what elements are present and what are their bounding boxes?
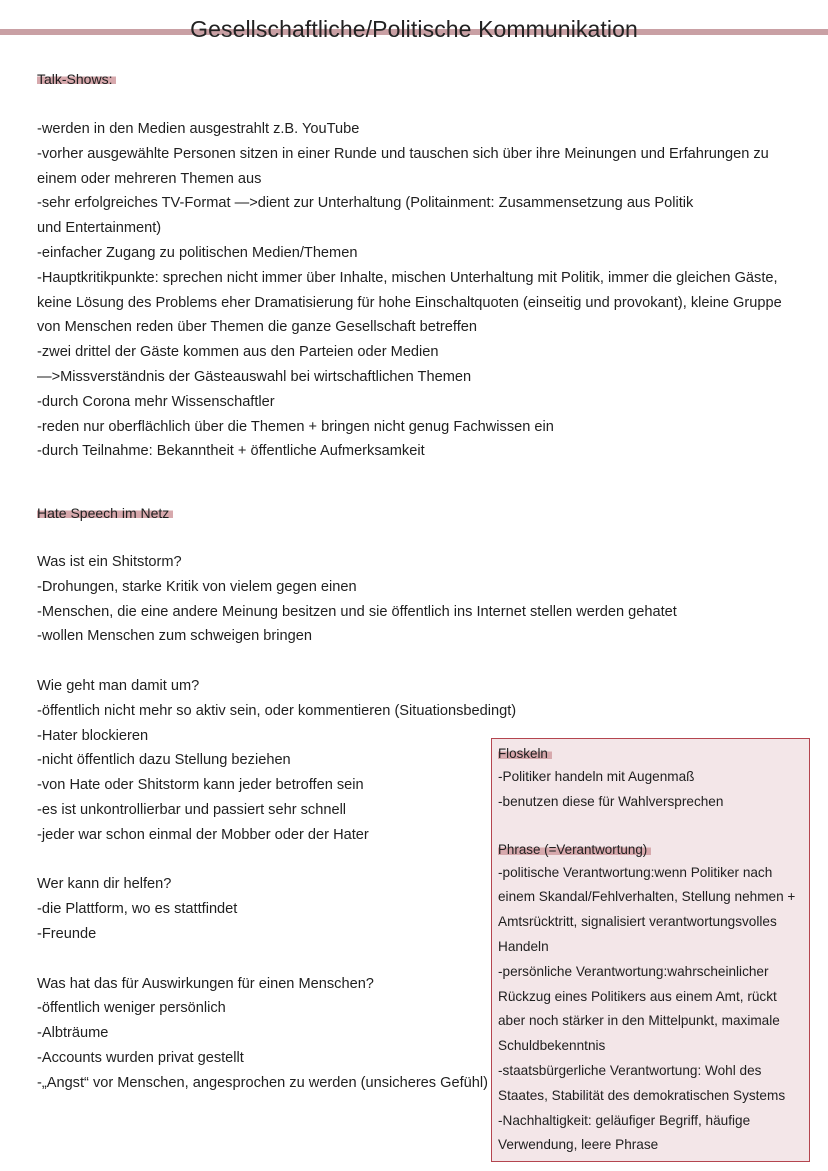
title-area — [0, 12, 828, 52]
list-item: -persönliche Verantwortung:wahrscheinlicher Rückzug eines Politikers aus einem Amt, rückt aber noch stärker in den Mittelpunkt, maximale Schuldbekenntnis — [498, 963, 780, 1054]
list-item: -Hauptkritikpunkte: sprechen nicht immer über Inhalte, mischen Unterhaltung mit Politik, immer die gleichen Gäste, keine Lösung des Problems eher Dramatisierung für hohe Einschaltquoten (einseitig und provokant), kleine Gruppe von Menschen reden über Themen die ganze Gesellschaft betreffen — [37, 269, 782, 336]
question-hilfe: Wer kann dir helfen? — [37, 876, 172, 893]
list-item: -Freunde — [37, 925, 97, 942]
list-item: -Nachhaltigkeit: geläufiger Begriff, häufige Verwendung, leere Phrase — [498, 1112, 751, 1153]
list-item: -von Hate oder Shitstorm kann jeder betroffen sein — [37, 777, 364, 794]
box-heading-floskeln: Floskeln — [498, 743, 552, 765]
page-title: Gesellschaftliche/Politische Kommunikation — [190, 16, 638, 42]
list-item: -sehr erfolgreiches TV-Format —>dient zur Unterhaltung (Politainment: Zusammensetzung aus Politik und Entertainment) — [37, 195, 694, 237]
list-item: -öffentlich weniger persönlich — [37, 1000, 226, 1017]
list-item: -die Plattform, wo es stattfindet — [37, 901, 238, 918]
talk-shows-list — [37, 117, 807, 464]
list-item: -reden nur oberflächlich über die Themen + bringen nicht genug Fachwissen ein — [37, 418, 554, 435]
section-heading-talk-shows: Talk-Shows: — [37, 68, 116, 90]
list-item: -benutzen diese für Wahlversprechen — [498, 793, 724, 809]
question-umgang: Wie geht man damit um? — [37, 677, 200, 694]
list-item: -jeder war schon einmal der Mobber oder der Hater — [37, 826, 369, 843]
list-item: -„Angst“ vor Menschen, angesprochen zu werden (unsicheres Gefühl) — [37, 1074, 489, 1091]
list-item: -nicht öffentlich dazu Stellung beziehen — [37, 752, 291, 769]
list-item: -Albträume — [37, 1025, 109, 1042]
floskeln-phrase-box — [491, 738, 810, 1162]
list-item: -Menschen, die eine andere Meinung besitzen und sie öffentlich ins Internet stellen werden gehatet — [37, 603, 677, 620]
list-item: -politische Verantwortung:wenn Politiker nach einem Skandal/Fehlverhalten, Stellung nehmen + Amtsrücktritt, signalisiert verantwortungsvolles Handeln — [498, 864, 796, 954]
list-item: -Drohungen, starke Kritik von vielem gegen einen — [37, 578, 357, 595]
list-item: —>Missverständnis der Gästeauswahl bei wirtschaftlichen Themen — [37, 368, 472, 385]
list-item: -es ist unkontrollierbar und passiert sehr schnell — [37, 801, 347, 818]
list-item: -durch Corona mehr Wissenschaftler — [37, 393, 275, 410]
list-item: -Politiker handeln mit Augenmaß — [498, 769, 695, 784]
list-item: -staatsbürgerliche Verantwortung: Wohl des Staates, Stabilität des demokratischen Systems — [498, 1062, 786, 1103]
list-item: -wollen Menschen zum schweigen bringen — [37, 628, 312, 645]
list-item: -zwei drittel der Gäste kommen aus den Parteien oder Medien — [37, 344, 439, 361]
list-item: -durch Teilnahme: Bekanntheit + öffentliche Aufmerksamkeit — [37, 443, 425, 460]
list-item: -Accounts wurden privat gestellt — [37, 1049, 244, 1066]
list-item: -Hater blockieren — [37, 727, 149, 744]
question-shitstorm: Was ist ein Shitstorm? — [37, 554, 182, 570]
list-item: -vorher ausgewählte Personen sitzen in einer Runde und tauschen sich über ihre Meinungen und Erfahrungen zu einem oder mehreren Themen aus — [37, 145, 769, 187]
list-item: -einfacher Zugang zu politischen Medien/Themen — [37, 244, 358, 261]
section-heading-hate-speech: Hate Speech im Netz — [37, 502, 173, 524]
box-heading-phrase: Phrase (=Verantwortung) — [498, 839, 651, 861]
list-item: -werden in den Medien ausgestrahlt z.B. YouTube — [37, 121, 360, 137]
question-auswirkungen: Was hat das für Auswirkungen für einen Menschen? — [37, 975, 374, 992]
list-item: -öffentlich nicht mehr so aktiv sein, oder kommentieren (Situationsbedingt) — [37, 702, 517, 719]
